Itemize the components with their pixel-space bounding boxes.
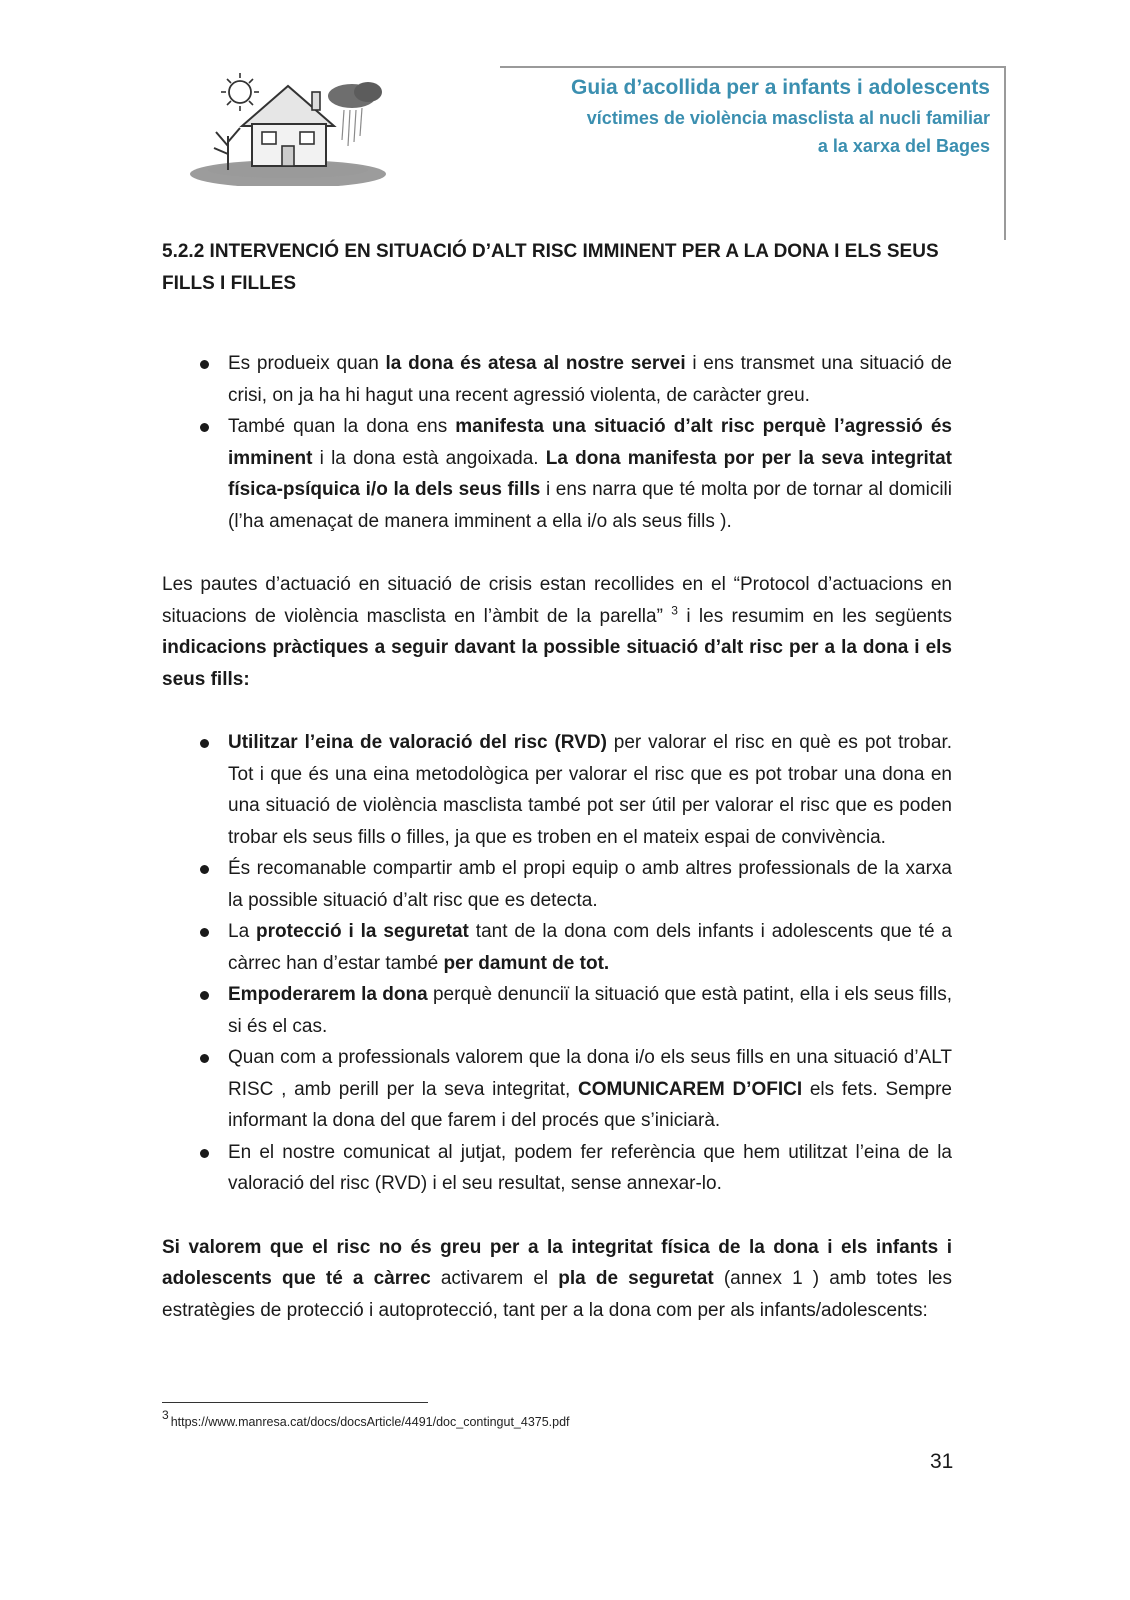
bullet-icon [200, 360, 209, 369]
section-heading: 5.2.2 INTERVENCIÓ EN SITUACIÓ D’ALT RISC IMMINENT PER A LA DONA I ELS SEUS FILLS I FILLES [162, 241, 939, 294]
house-drawing-icon [184, 66, 396, 186]
page-number: 31 [930, 1450, 954, 1473]
document-header [500, 66, 1006, 240]
list-item: En el nostre comunicat al jutjat, podem fer referència que hem utilitzat l’eina de la valoració del risc (RVD) i el seu resultat, sense annexar-lo. [162, 1137, 952, 1200]
header-location: a la xarxa del Bages [817, 136, 990, 156]
footnote-divider [162, 1402, 428, 1403]
bullet-icon [200, 1149, 209, 1158]
footnote-number: 3 [162, 1408, 169, 1422]
bullet-list-practical-indications [162, 727, 952, 1200]
footnote-ref: 3 [671, 603, 678, 618]
list-item: Empoderarem la dona perquè denunciï la situació que està patint, ella i els seus fills, si és el cas. [162, 979, 952, 1042]
bullet-icon [200, 991, 209, 1000]
guide-logo-drawing [184, 66, 396, 186]
list-item: Es produeix quan la dona és atesa al nostre servei i ens transmet una situació de crisi, on ja ha hi hagut una recent agressió violenta, de caràcter greu. [162, 348, 952, 411]
header-subtitle: víctimes de violència masclista al nucli familiar [586, 108, 990, 128]
paragraph-safety-plan: Si valorem que el risc no és greu per a la integritat física de la dona i els infants i adolescents que té a càrrec activarem el pla de seguretat (annex 1 ) amb totes les estratègies de protecció i autoprotecció, tant per a la dona com per als infants/adolescents: [162, 1236, 952, 1321]
bullet-icon [200, 1054, 209, 1063]
bullet-icon [200, 928, 209, 937]
list-item: També quan la dona ens manifesta una situació d’alt risc perquè l’agressió és imminent i la dona està angoixada. La dona manifesta por per la seva integritat física-psíquica i/o la dels seus fills i ens narra que té molta por de tornar al domicili (l’ha amenaçat de manera imminent a ella i/o als seus fills ). [162, 411, 952, 537]
list-item: Quan com a professionals valorem que la dona i/o els seus fills en una situació d’ALT RISC , amb perill per la seva integritat, COMUNICAREM D’OFICI els fets. Sempre informant la dona del que farem i del procés que s’iniciarà. [162, 1042, 952, 1137]
footnote [162, 1410, 570, 1429]
bullet-icon [200, 865, 209, 874]
list-item: És recomanable compartir amb el propi equip o amb altres professionals de la xarxa la possible situació d’alt risc que es detecta. [162, 853, 952, 916]
footnote-link[interactable]: https://www.manresa.cat/docs/docsArticle/4491/doc_contingut_4375.pdf [170, 1415, 570, 1430]
paragraph-protocol: Les pautes d’actuació en situació de crisis estan recollides en el “Protocol d’actuacions en situacions de violència masclista en l’àmbit de la parella” $^3$ i les resumim en les següents indicacions pràctiques a seguir davant la possible situació d’alt risc per a la dona i els seus fills: [162, 574, 952, 690]
list-item: Utilitzar l’eina de valoració del risc (RVD) per valorar el risc en què es pot trobar. Tot i que és una eina metodològica per valorar el risc que es pot trobar una dona en una situació de violència masclista també pot ser útil per valorar el risc que es poden trobar els seus fills o filles, ja que es troben en el mateix espai de convivència. [162, 727, 952, 853]
bullet-icon [200, 739, 209, 748]
page-content [162, 236, 952, 1326]
bullet-list-situations [162, 348, 952, 537]
header-title: Guia d’acollida per a infants i adolescents [571, 76, 990, 99]
bullet-icon [200, 423, 209, 432]
list-item: La protecció i la seguretat tant de la dona com dels infants i adolescents que té a càrrec han d’estar també per damunt de tot. [162, 916, 952, 979]
